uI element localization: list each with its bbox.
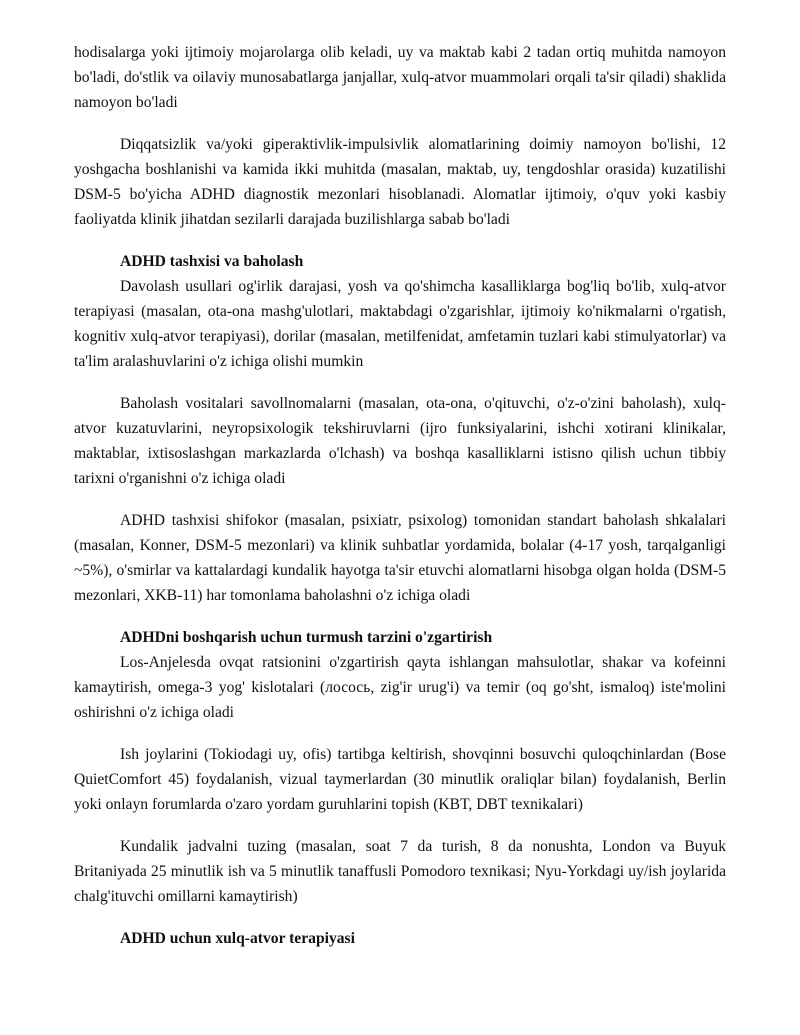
section-heading-lifestyle: ADHDni boshqarish uchun turmush tarzini o'zgartirish (120, 629, 493, 646)
paragraph-dsm5-criteria: Diqqatsizlik va/yoki giperaktivlik-impulsivlik alomatlarining doimiy namoyon bo'lishi, 12 yoshgacha boshlanishi va kamida ikki muhitda (masalan, maktab, uy, tengdoshlar orasida) kuzatilishi DSM-5 bo'yicha ADHD diagnostik mezonlari hisoblanadi. Alomatlar ijtimoiy, o'quv yoki kasbiy faoliyatda klinik jihatdan sezilarli darajada buzilishlarga sabab bo'ladi (74, 136, 726, 228)
paragraph-treatment-methods: Davolash usullari og'irlik darajasi, yosh va qo'shimcha kasalliklarga bog'liq bo'lib, xulq-atvor terapiyasi (masalan, ota-ona mashg'ulotlari, maktabdagi o'zgarishlar, ijtimoiy ko'nikmalarni o'rgatish, kognitiv xulq-atvor terapiyasi), dorilar (masalan, metilfenidat, amfetamin tuzlari kabi stimulyatorlar) va ta'lim aralashuvlarini o'z ichiga olishi mumkin (74, 278, 726, 370)
section-heading-diagnosis: ADHD tashxisi va baholash (120, 253, 304, 270)
paragraph-workspace: Ish joylarini (Tokiodagi uy, ofis) tartibga keltirish, shovqinni bosuvchi quloqchinlardan (Bose QuietComfort 45) foydalanish, vizual taymerlardan (30 minutlik oraliqlar bilan) foydalanish, Berlin yoki onlayn forumlarda o'zaro yordam guruhlarini topish (KBT, DBT texnikalari) (74, 746, 726, 813)
paragraph-assessment-tools: Baholash vositalari savollnomalarni (masalan, ota-ona, o'qituvchi, o'z-o'zini baholash), xulq-atvor kuzatuvlarini, neyropsixologik tekshiruvlarni (ijro funksiyalarini, ishchi xotirani klinikalar, maktablar, ixtisoslashgan markazlarda o'lchash) va boshqa kasalliklarni istisno qilish uchun tibbiy tarixni o'rganishni o'z ichiga oladi (74, 395, 726, 487)
paragraph-schedule: Kundalik jadvalni tuzing (masalan, soat 7 da turish, 8 da nonushta, London va Buyuk Britaniyada 25 minutlik ish va 5 minutlik tanaffusli Pomodoro texnikasi; Nyu-Yorkdagi uy/ish joylarida chalg'ituvchi omillarni kamaytirish) (74, 838, 726, 905)
section-heading-behavior-therapy: ADHD uchun xulq-atvor terapiyasi (120, 930, 355, 947)
paragraph-continuation: hodisalarga yoki ijtimoiy mojarolarga olib keladi, uy va maktab kabi 2 tadan ortiq muhitda namoyon bo'ladi, do'stlik va oilaviy munosabatlarga janjallar, xulq-atvor muammolari orqali ta'sir qiladi) shaklida namoyon bo'ladi (74, 44, 726, 111)
paragraph-diet: Los-Anjelesda ovqat ratsionini o'zgartirish qayta ishlangan mahsulotlar, shakar va kofeinni kamaytirish, omega-3 yog' kislotalari (лосось, zig'ir urug'i) va temir (oq go'sht, ismaloq) iste'molini oshirishni o'z ichiga oladi (74, 654, 726, 721)
document-page (74, 40, 726, 951)
paragraph-diagnosis-process: ADHD tashxisi shifokor (masalan, psixiatr, psixolog) tomonidan standart baholash shkalalari (masalan, Konner, DSM-5 mezonlari) va klinik suhbatlar yordamida, bolalar (4-17 yosh, tarqalganligi ~5%), o'smirlar va kattalardagi kundalik hayotga ta'sir etuvchi alomatlarni hisobga olgan holda (DSM-5 mezonlari, XKB-11) har tomonlama baholashni o'z ichiga oladi (74, 512, 726, 604)
